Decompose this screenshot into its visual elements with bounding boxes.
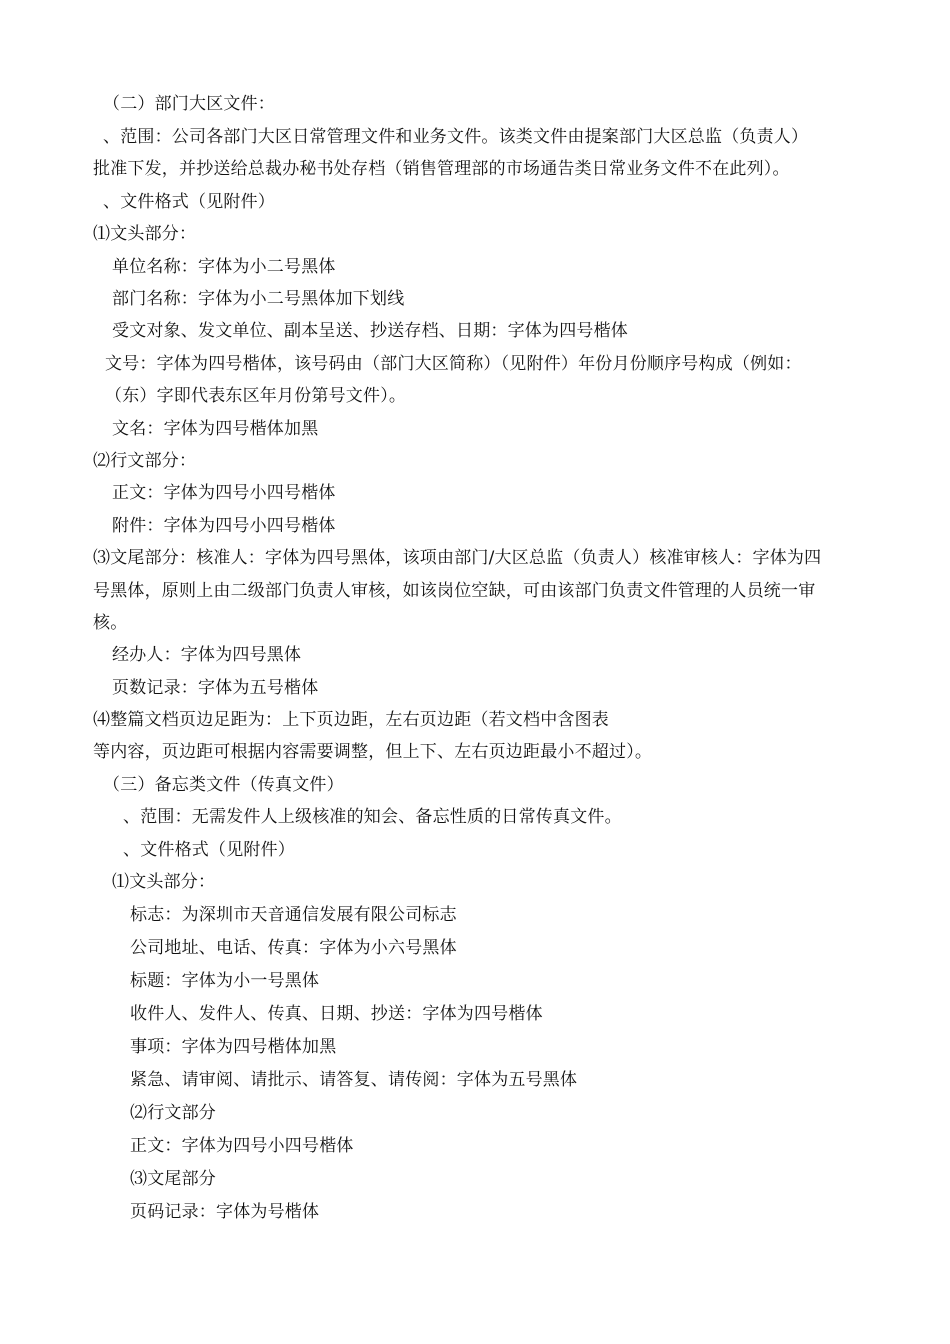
- section3-logo: 标志：为深圳市天音通信发展有限公司标志: [130, 905, 457, 925]
- section2-unit-name: 单位名称：字体为小二号黑体: [112, 257, 336, 277]
- section3-tail-part-title: ⑶文尾部分: [130, 1169, 216, 1189]
- section2-attachment: 附件：字体为四号小四号楷体: [112, 516, 336, 536]
- section2-main-text: 正文：字体为四号小四号楷体: [112, 483, 336, 503]
- section3-header-part-title: ⑴文头部分：: [112, 872, 216, 892]
- section3-title-font: 标题：字体为小一号黑体: [130, 971, 320, 991]
- section3-scope: 、范围：无需发件人上级核准的知会、备忘性质的日常传真文件。: [123, 807, 622, 827]
- section2-dept-name: 部门名称：字体为小二号黑体加下划线: [112, 289, 405, 309]
- section2-page-record: 页数记录：字体为五号楷体: [112, 678, 319, 698]
- section2-scope-line1: 、范围：公司各部门大区日常管理文件和业务文件。该类文件由提案部门大区总监（负责人）: [103, 127, 809, 147]
- section3-heading: （三）备忘类文件（传真文件）: [103, 775, 344, 795]
- section2-tail-line1: ⑶文尾部分：核准人：字体为四号黑体，该项由部门/大区总监（负责人）核准审核人：字体为四: [93, 548, 822, 568]
- section2-recipients: 受文对象、发文单位、副本呈送、抄送存档、日期：字体为四号楷体: [112, 321, 628, 341]
- section3-body-part-title: ⑵行文部分: [130, 1103, 216, 1123]
- section3-urgency: 紧急、请审阅、请批示、请答复、请传阅：字体为五号黑体: [130, 1070, 578, 1090]
- section2-format-heading: 、文件格式（见附件）: [103, 192, 275, 212]
- section2-margins-line1: ⑷整篇文档页边足距为：上下页边距，左右页边距（若文档中含图表: [93, 710, 609, 730]
- section2-heading: （二）部门大区文件：: [103, 94, 275, 114]
- section3-page-record: 页码记录：字体为号楷体: [130, 1202, 320, 1222]
- section2-doc-no-line1: 文号：字体为四号楷体，该号码由（部门大区简称）（见附件）年份月份顺序号构成（例如：: [105, 354, 802, 374]
- section2-doc-no-line2: （东）字即代表东区年月份第号文件）。: [105, 386, 407, 406]
- section3-address: 公司地址、电话、传真：字体为小六号黑体: [130, 938, 457, 958]
- section3-format-heading: 、文件格式（见附件）: [123, 840, 295, 860]
- section2-tail-line2: 号黑体，原则上由二级部门负责人审核，如该岗位空缺，可由该部门负责文件管理的人员统一审: [93, 581, 816, 601]
- section2-margins-line2: 等内容，页边距可根据内容需要调整，但上下、左右页边距最小不超过）。: [93, 742, 653, 762]
- section2-doc-name: 文名：字体为四号楷体加黑: [112, 419, 319, 439]
- section2-handler: 经办人：字体为四号黑体: [112, 645, 302, 665]
- section3-subject: 事项：字体为四号楷体加黑: [130, 1037, 337, 1057]
- section3-main-text: 正文：字体为四号小四号楷体: [130, 1136, 354, 1156]
- section2-header-part-title: ⑴文头部分：: [93, 224, 197, 244]
- section3-recipients: 收件人、发件人、传真、日期、抄送：字体为四号楷体: [130, 1004, 543, 1024]
- section2-body-part-title: ⑵行文部分：: [93, 451, 197, 471]
- section2-scope-line2: 批准下发，并抄送给总裁办秘书处存档（销售管理部的市场通告类日常业务文件不在此列）。: [93, 159, 790, 179]
- section2-tail-line3: 核。: [93, 613, 128, 633]
